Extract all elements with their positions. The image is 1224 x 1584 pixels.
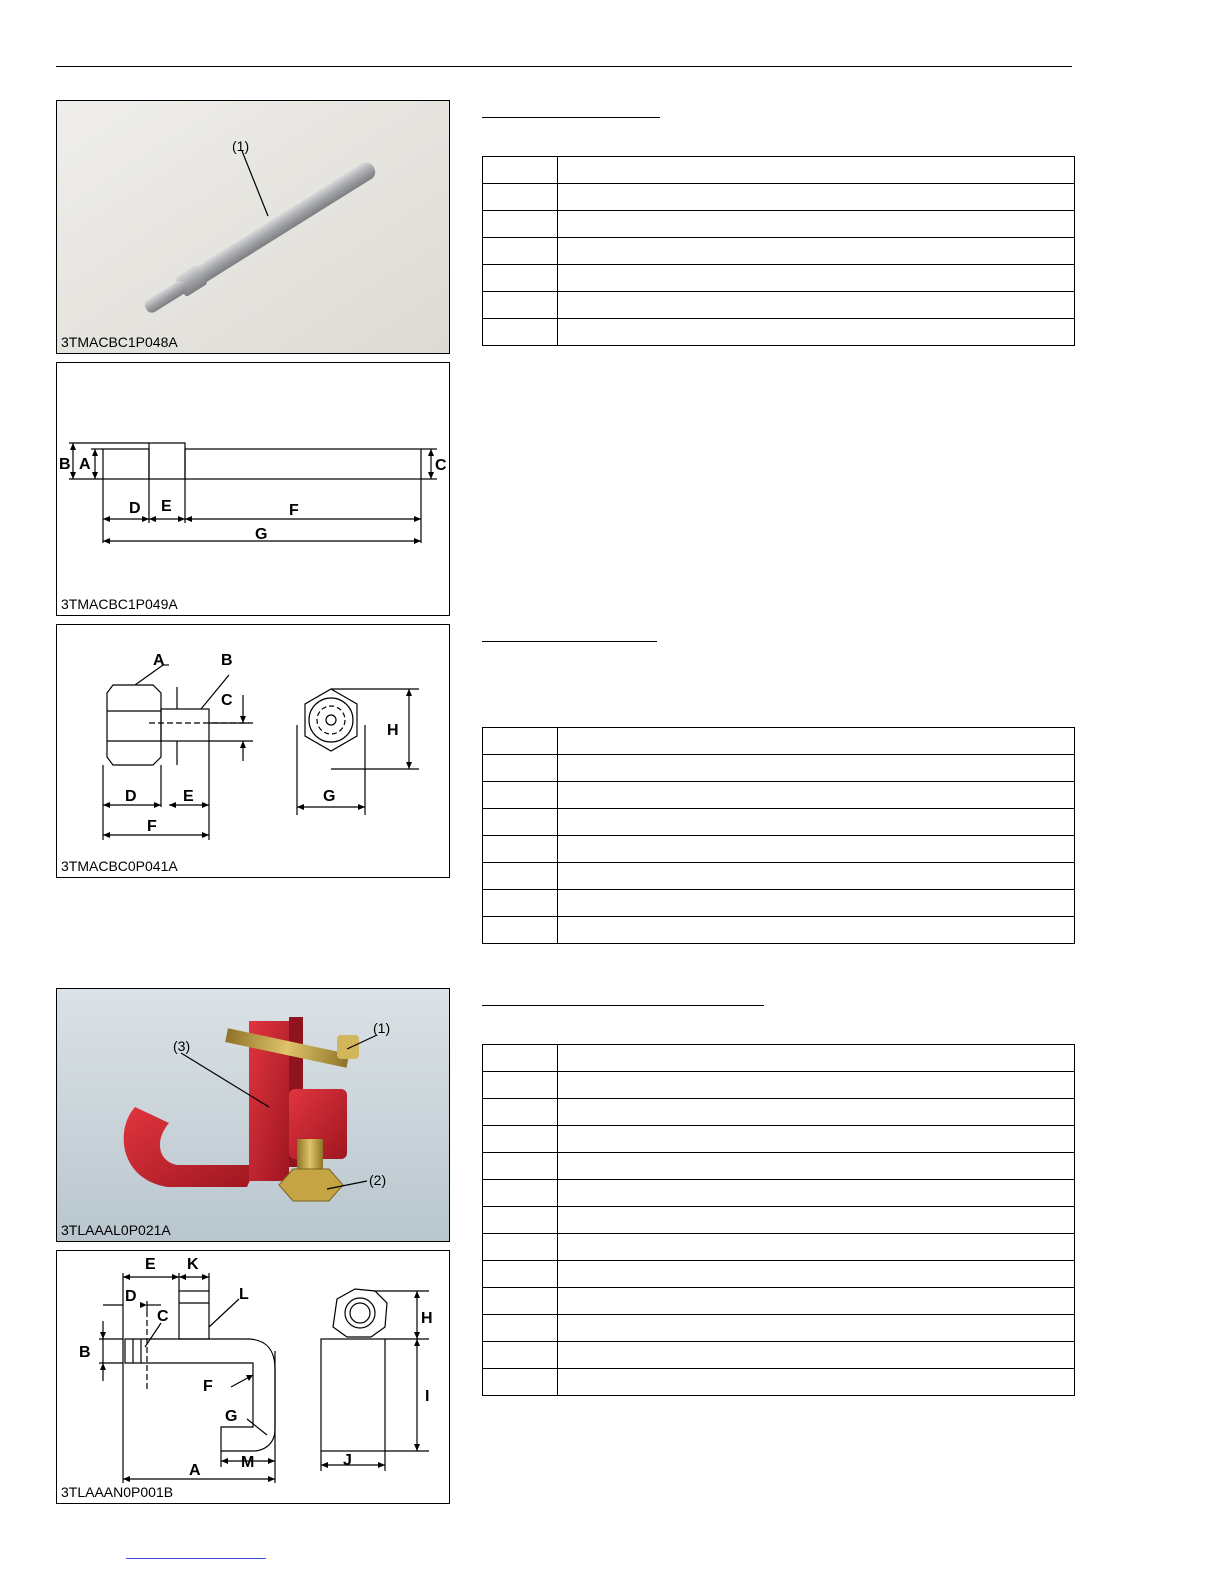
table-cell-key	[483, 265, 558, 292]
table-row	[483, 157, 1075, 184]
table-row	[483, 1342, 1075, 1369]
figure-pin-photo	[56, 100, 450, 354]
table-cell-key	[483, 1369, 558, 1396]
table-cell-value	[558, 917, 1075, 944]
table-cell-key	[483, 1099, 558, 1126]
dim-label-l: L	[239, 1286, 249, 1303]
table-cell-value	[558, 1045, 1075, 1072]
figure-code: 3TMACBC1P049A	[61, 596, 178, 612]
dim-label-c: C	[435, 457, 447, 474]
table-cell-value	[558, 1234, 1075, 1261]
table-cell-key	[483, 184, 558, 211]
table-cell-value	[558, 211, 1075, 238]
dim-label-m: M	[241, 1454, 255, 1471]
clamp-callout-2: (2)	[369, 1172, 387, 1188]
table-row	[483, 292, 1075, 319]
section-heading-rule-1	[482, 117, 660, 118]
dim-label-b: B	[59, 456, 71, 473]
clamp-callout-3: (3)	[173, 1038, 191, 1054]
table-cell-value	[558, 755, 1075, 782]
table-cell-key	[483, 292, 558, 319]
pin-photo-illustration	[57, 101, 450, 354]
table-cell-key	[483, 809, 558, 836]
table-cell-key	[483, 1180, 558, 1207]
table-cell-key	[483, 157, 558, 184]
table-cell-value	[558, 319, 1075, 346]
table-cell-key	[483, 890, 558, 917]
dim-label-k: K	[187, 1256, 199, 1273]
dim-label-b: B	[221, 652, 233, 669]
section-heading-rule-3	[482, 1005, 764, 1006]
dim-label-d: D	[125, 788, 137, 805]
figure-code: 3TLAAAN0P001B	[61, 1484, 174, 1500]
dim-label-e: E	[161, 498, 172, 515]
dim-label-g: G	[225, 1408, 238, 1425]
table-row	[483, 917, 1075, 944]
figure-pin-drawing	[56, 362, 450, 616]
table-cell-value	[558, 1153, 1075, 1180]
table-cell-key	[483, 1234, 558, 1261]
dimension-table-3	[482, 1044, 1075, 1396]
dim-label-a: A	[153, 652, 165, 669]
table-cell-key	[483, 1153, 558, 1180]
table-row	[483, 782, 1075, 809]
table-cell-value	[558, 292, 1075, 319]
footer-link-rule	[126, 1558, 266, 1559]
table-cell-key	[483, 917, 558, 944]
table-row	[483, 211, 1075, 238]
table-cell-value	[558, 1342, 1075, 1369]
dim-label-b: B	[79, 1344, 91, 1361]
clamp-photo-illustration	[57, 989, 450, 1242]
table-row	[483, 728, 1075, 755]
table-cell-key	[483, 1126, 558, 1153]
adaptor-dimension-drawing	[57, 625, 450, 878]
pin-dimension-drawing	[57, 363, 450, 616]
table-cell-value	[558, 809, 1075, 836]
table-cell-key	[483, 836, 558, 863]
dim-label-e: E	[145, 1256, 156, 1273]
table-cell-value	[558, 890, 1075, 917]
table-cell-value	[558, 782, 1075, 809]
table-cell-value	[558, 265, 1075, 292]
table-cell-value	[558, 1180, 1075, 1207]
figure-code: 3TMACBC0P041A	[61, 858, 178, 874]
table-row	[483, 836, 1075, 863]
table-cell-value	[558, 1261, 1075, 1288]
dim-label-f: F	[289, 502, 299, 519]
table-row	[483, 1261, 1075, 1288]
table-row	[483, 1315, 1075, 1342]
table-row	[483, 238, 1075, 265]
dim-label-g: G	[323, 788, 336, 805]
dim-label-d: D	[125, 1288, 137, 1305]
table-cell-value	[558, 1207, 1075, 1234]
table-cell-key	[483, 1342, 558, 1369]
table-cell-value	[558, 157, 1075, 184]
table-cell-key	[483, 1045, 558, 1072]
table-cell-key	[483, 782, 558, 809]
dim-label-g: G	[255, 526, 268, 543]
table-cell-key	[483, 238, 558, 265]
table-row	[483, 1153, 1075, 1180]
dim-label-h: H	[387, 722, 399, 739]
table-cell-value	[558, 238, 1075, 265]
table-cell-value	[558, 836, 1075, 863]
figure-code: 3TLAAAL0P021A	[61, 1222, 171, 1238]
table-cell-value	[558, 863, 1075, 890]
table-cell-value	[558, 1099, 1075, 1126]
table-row	[483, 1234, 1075, 1261]
pin-callout-1: (1)	[232, 138, 250, 154]
dim-label-a: A	[79, 456, 91, 473]
table-row	[483, 1072, 1075, 1099]
table-cell-value	[558, 1126, 1075, 1153]
dim-label-f: F	[147, 818, 157, 835]
dim-label-h: H	[421, 1310, 433, 1327]
table-cell-value	[558, 1288, 1075, 1315]
dim-label-d: D	[129, 500, 141, 517]
figure-clamp-drawing	[56, 1250, 450, 1504]
table-row	[483, 863, 1075, 890]
table-row	[483, 1180, 1075, 1207]
section-heading-rule-2	[482, 641, 657, 642]
dim-label-i: I	[425, 1388, 430, 1405]
figure-adaptor-drawing	[56, 624, 450, 878]
table-cell-value	[558, 1369, 1075, 1396]
figure-code: 3TMACBC1P048A	[61, 334, 178, 350]
table-row	[483, 809, 1075, 836]
table-cell-key	[483, 1288, 558, 1315]
table-cell-value	[558, 1315, 1075, 1342]
table-row	[483, 184, 1075, 211]
table-cell-key	[483, 863, 558, 890]
table-row	[483, 890, 1075, 917]
table-cell-key	[483, 755, 558, 782]
dim-label-c: C	[221, 692, 233, 709]
figure-clamp-photo	[56, 988, 450, 1242]
table-cell-key	[483, 728, 558, 755]
table-cell-key	[483, 211, 558, 238]
dim-label-f: F	[203, 1378, 213, 1395]
table-row	[483, 1126, 1075, 1153]
dim-label-a: A	[189, 1462, 201, 1479]
table-row	[483, 1045, 1075, 1072]
table-cell-value	[558, 1072, 1075, 1099]
table-row	[483, 1369, 1075, 1396]
table-row	[483, 755, 1075, 782]
dimension-table-1	[482, 156, 1075, 346]
table-row	[483, 1288, 1075, 1315]
dimension-table-2	[482, 727, 1075, 944]
dim-label-j: J	[343, 1452, 352, 1469]
table-cell-value	[558, 184, 1075, 211]
dim-label-c: C	[157, 1308, 169, 1325]
table-cell-key	[483, 1207, 558, 1234]
dim-label-e: E	[183, 788, 194, 805]
table-cell-key	[483, 319, 558, 346]
table-row	[483, 1207, 1075, 1234]
table-row	[483, 319, 1075, 346]
table-row	[483, 1099, 1075, 1126]
table-cell-key	[483, 1072, 558, 1099]
table-cell-value	[558, 728, 1075, 755]
page-header-rule	[56, 66, 1072, 67]
table-cell-key	[483, 1315, 558, 1342]
table-cell-key	[483, 1261, 558, 1288]
clamp-callout-1: (1)	[373, 1020, 391, 1036]
clamp-dimension-drawing	[57, 1251, 450, 1504]
table-row	[483, 265, 1075, 292]
